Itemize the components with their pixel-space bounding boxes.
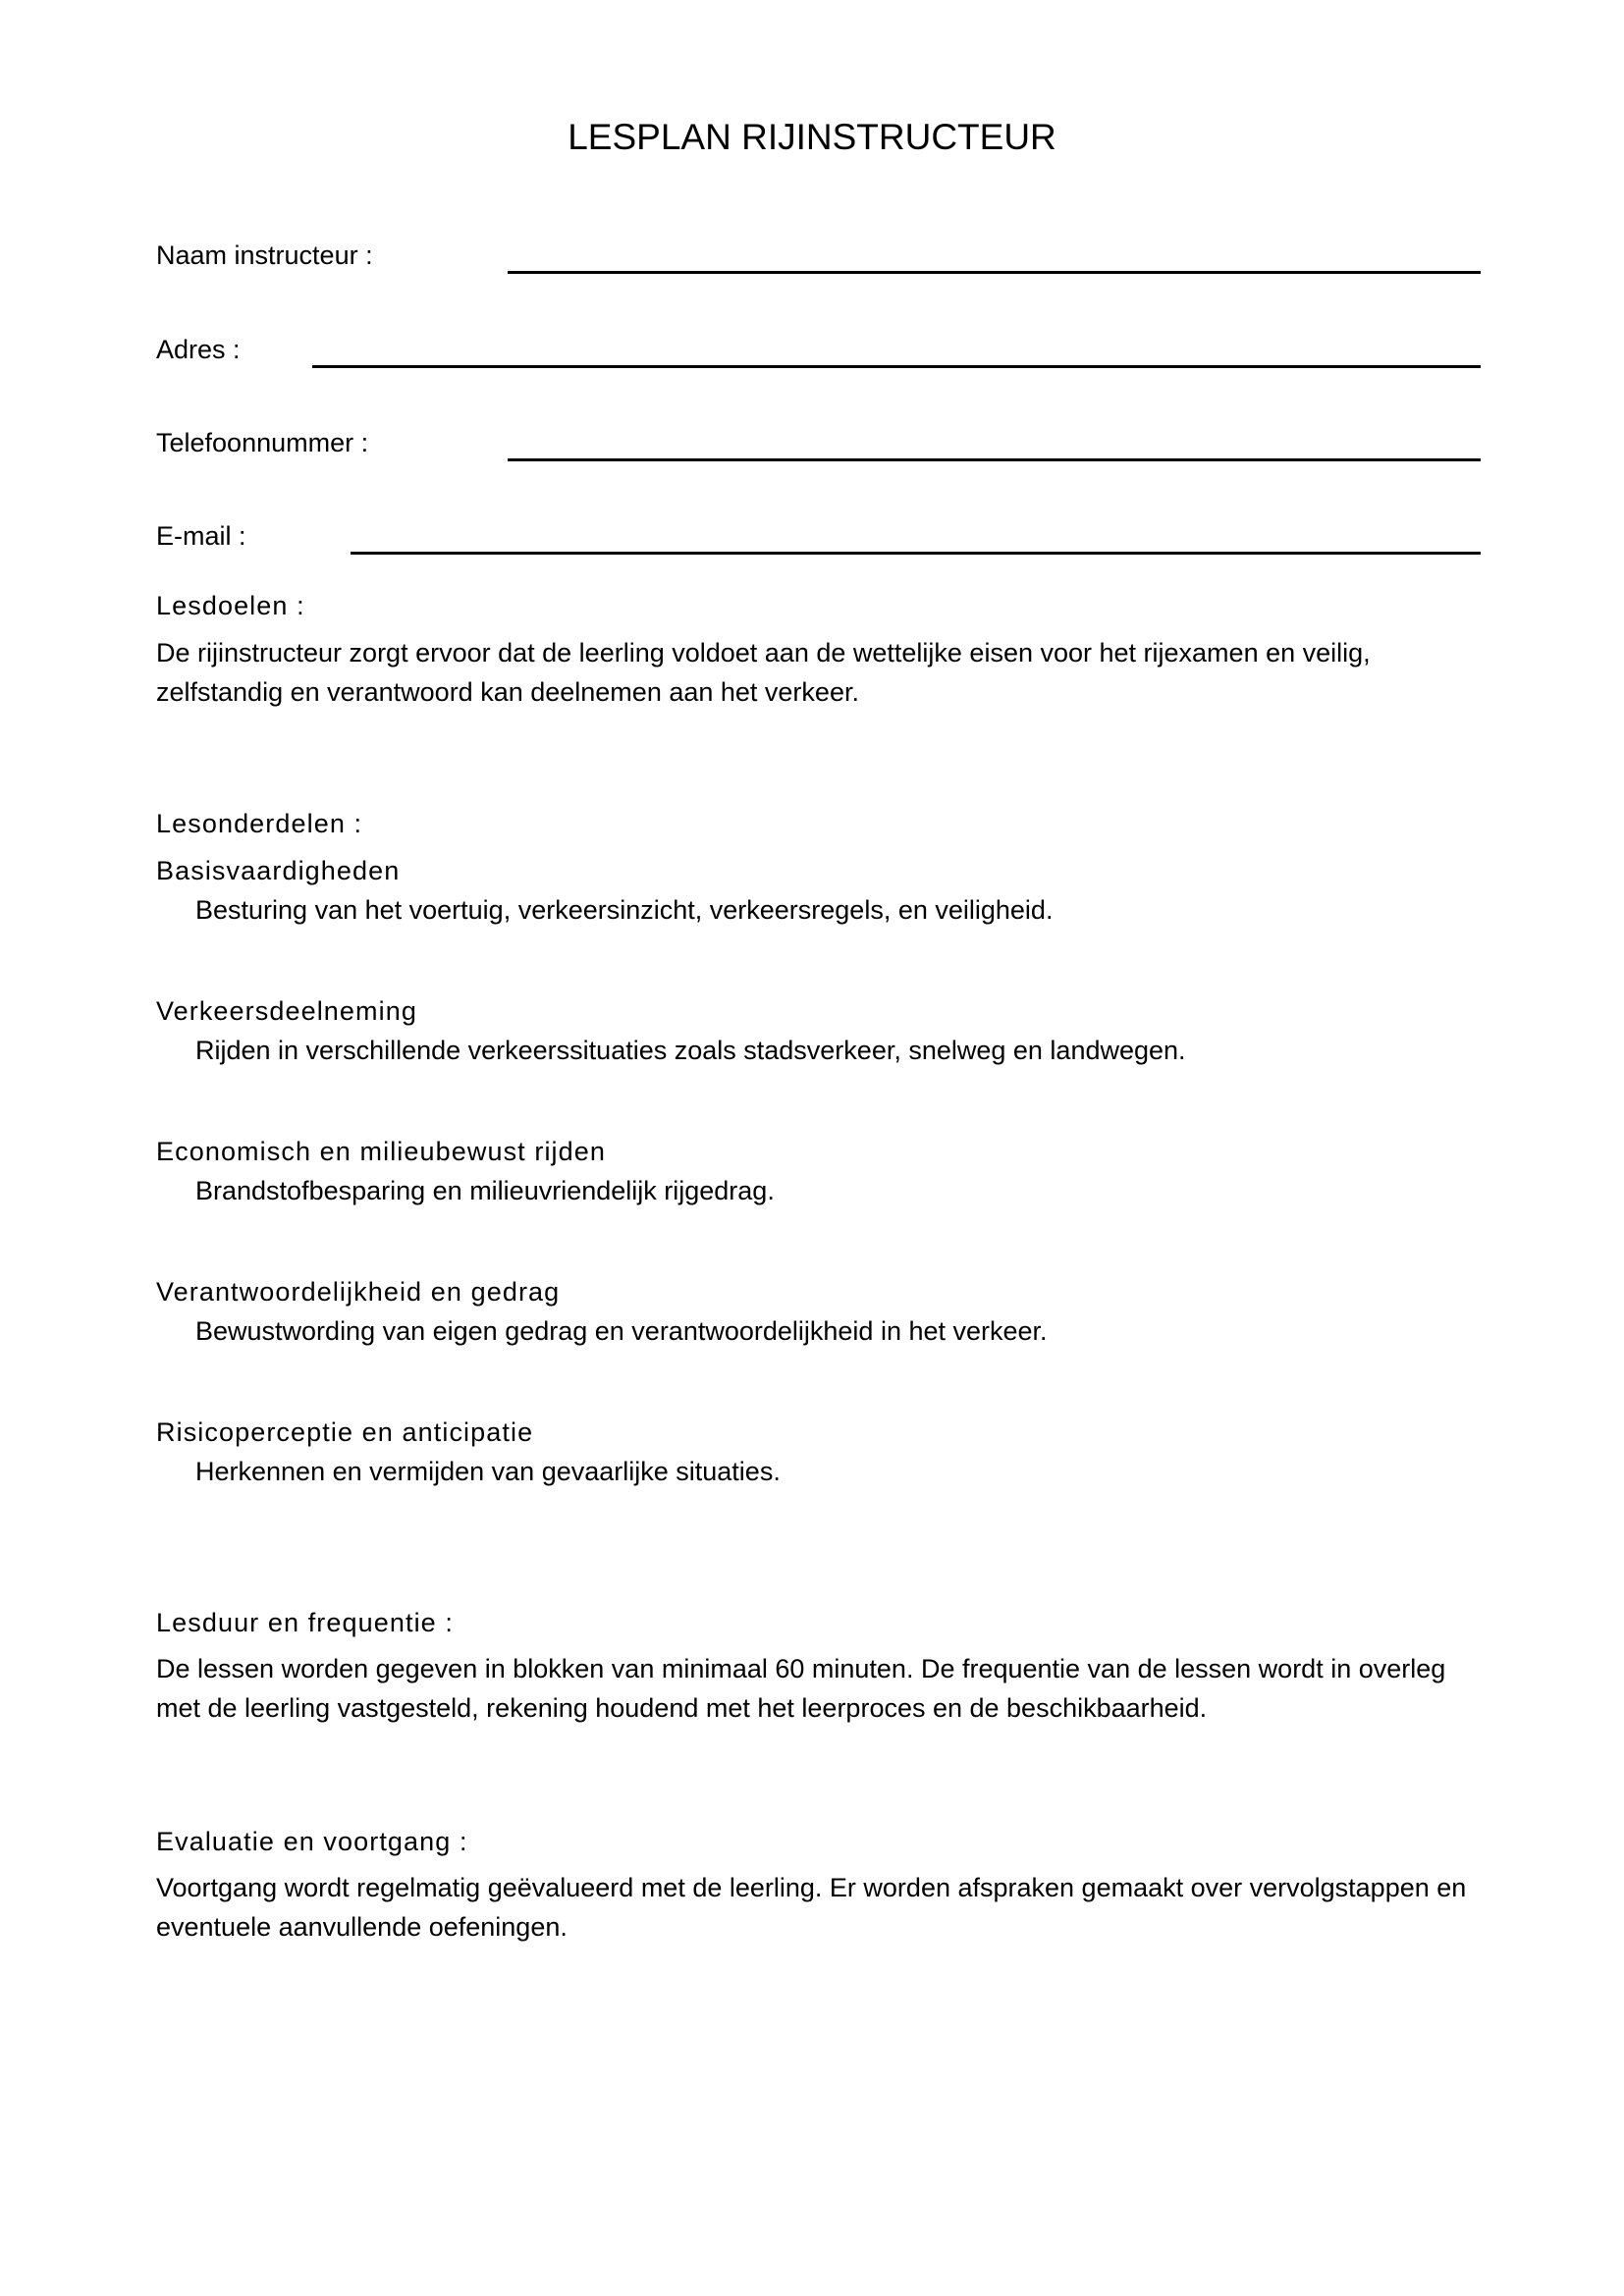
lesonderdelen-heading: Lesonderdelen :	[156, 809, 363, 838]
lesonderdeel-description: Brandstofbesparing en milieuvriendelijk rijgedrag.	[195, 1176, 775, 1205]
email-label: E-mail :	[156, 521, 246, 551]
lesonderdeel-description: Herkennen en vermijden van gevaarlijke situaties.	[195, 1457, 781, 1486]
lesonderdeel-description: Besturing van het voertuig, verkeersinzicht, verkeersregels, en veiligheid.	[195, 895, 1054, 925]
evaluatie-heading: Evaluatie en voortgang :	[156, 1827, 468, 1856]
telefoonnummer-label: Telefoonnummer :	[156, 428, 369, 457]
lesdoelen-text: De rijinstructeur zorgt ervoor dat de leerling voldoet aan de wettelijke eisen voor het rijexamen en veilig, zelfstandig en verantwoord kan deelnemen aan het verkeer.	[156, 638, 1371, 707]
adres-field[interactable]	[312, 365, 1481, 368]
lesduur-text: De lessen worden gegeven in blokken van minimaal 60 minuten. De frequentie van de lessen wordt in overleg met de leerling vastgesteld, rekening houdend met het leerproces en de beschikbaarheid.	[156, 1654, 1446, 1723]
lesonderdeel-description: Rijden in verschillende verkeerssituaties zoals stadsverkeer, snelweg en landwegen.	[195, 1036, 1186, 1065]
document-title: LESPLAN RIJINSTRUCTEUR	[568, 117, 1056, 157]
telefoonnummer-field[interactable]	[508, 458, 1481, 461]
naam-instructeur-field[interactable]	[508, 271, 1481, 274]
lesonderdeel-title: Basisvaardigheden	[156, 856, 401, 885]
lesonderdeel-description: Bewustwording van eigen gedrag en verantwoordelijkheid in het verkeer.	[195, 1316, 1048, 1346]
email-field[interactable]	[351, 552, 1481, 555]
lesonderdeel-title: Economisch en milieubewust rijden	[156, 1137, 607, 1166]
lesonderdeel-title: Verantwoordelijkheid en gedrag	[156, 1277, 561, 1307]
adres-label: Adres :	[156, 335, 241, 364]
lesdoelen-heading: Lesdoelen :	[156, 591, 305, 620]
naam-instructeur-label: Naam instructeur :	[156, 240, 373, 270]
lesonderdeel-title: Verkeersdeelneming	[156, 996, 417, 1026]
lesonderdeel-title: Risicoperceptie en anticipatie	[156, 1417, 534, 1447]
evaluatie-text: Voortgang wordt regelmatig geëvalueerd met de leerling. Er worden afspraken gemaakt over vervolgstappen en eventuele aanvullende oefeningen.	[156, 1873, 1467, 1942]
lesduur-heading: Lesduur en frequentie :	[156, 1608, 454, 1637]
